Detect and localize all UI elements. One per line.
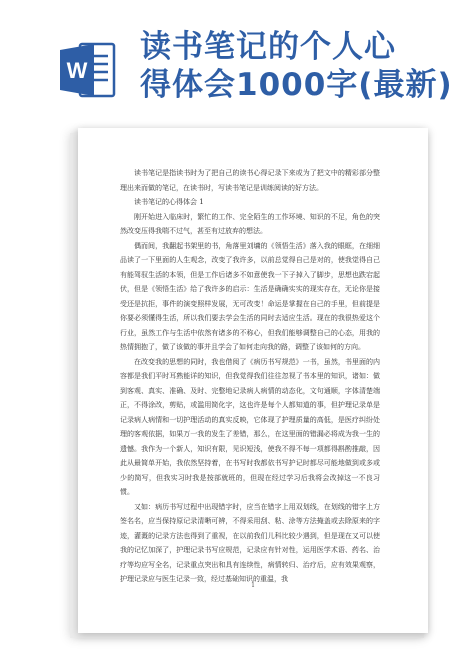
section-heading: 读书笔记的心得体会 1 (134, 198, 204, 206)
paragraph: 在改变我的思想的同时，我也借阅了《病历书写规范》一书，虽然，书里面的内容都是我们平时耳熟能详的知识，但我觉得我们往往忽视了书本里的知识，诸如：做到客观、真实、准确、及时、完整地记录病人病情的动态化，文句通顺，字体清楚端正，不得涂改，剪贴，或滥用简化字，这也许是每个人都知道的事，但护理记录单是记录病人病情和一切护理活动的真实反映，它体现了护理质量的高低，是医疗纠纷处理的客观依据，如果万一我的发生了差错，那么，在这里面的错漏必将成为我一生的遗憾。我作为一个新人，知识有限，见识短浅，使我不得不每一项都得斟酌推敲，因此从最简单开始，我依然坚持着，在书写时我都依书写护记时都尽可能地做到或多或少的简写，但我实习时我是按部就班的，但现在经过学习后我将会改掉这一不良习惯。 (120, 357, 380, 496)
page-number: 1 (251, 582, 255, 589)
title-line-1: 读书笔记的个人心 (140, 29, 396, 65)
header-banner (0, 0, 474, 120)
word-logo-letter: W (66, 58, 88, 83)
paragraph: 偶而间，我翻起书架里的书，角落里刘墉的《领悟生活》落入我的眼眶，在细细品读了一下里面的人生观念，改变了我许多，以前总觉得自己是对的，使我觉得自己有能驾驭生活的本领，但是工作后诸多不如意使我一下子掉入了脚步，思想也跌宕起伏，但是《领悟生活》给了我许多的启示：生活是确确实实的现实存在，无论你是接受还是抗拒，事件的演变照样发展，无可改变！命运是掌握在自己的手里，但前提是你要必须懂得生活，所以我们要去学会生活的同时去适应生活。现在的我很热爱这个行业，虽然工作与生活中依然有诸多的不称心，但我们能够调整自己的心态，用我的热情拥抱了，做了该做的事并且学会了如何走向我的路，调整了该如何的方向。 (120, 241, 380, 351)
paragraph: 刚开始进入临床时，繁忙的工作、完全陌生的工作环境、知识的不足，角色的突然改变压得我喘不过气，甚至有过放弃的想法。 (120, 212, 380, 235)
word-doc-icon (58, 40, 118, 100)
title-line-2: 得体会1000字(最新) (140, 67, 453, 103)
document-page (78, 128, 428, 633)
paragraph-intro: 读书笔记是指读书时为了把自己的读书心得记录下来或为了把文中的精彩部分整理出来而做的笔记，在读书时，写读书笔记是训练阅读的好方法。 (120, 169, 380, 192)
paragraph: 又如：病历书写过程中出现错字时，应当在错字上用双划线，在划线的错字上方签名名，应当保持原记录清晰可辨，不得采用刮、粘、涂等方法掩盖或去除原来的字迹，灌溉的记录方法也得到了重视，在以前我们儿科比较少遇到，但是现在又可以使我的记忆加深了，护理记录书写应规范，记录应有针对性，运用医学术语、药名、治疗等均应写全名，记录重点突出和具有连续性，病情转归、治疗后，应有效果观察，护理记录应与医生记录一致，经过基础知识的重温，我 (120, 502, 380, 583)
page-title (140, 28, 470, 104)
document-body (120, 166, 380, 587)
